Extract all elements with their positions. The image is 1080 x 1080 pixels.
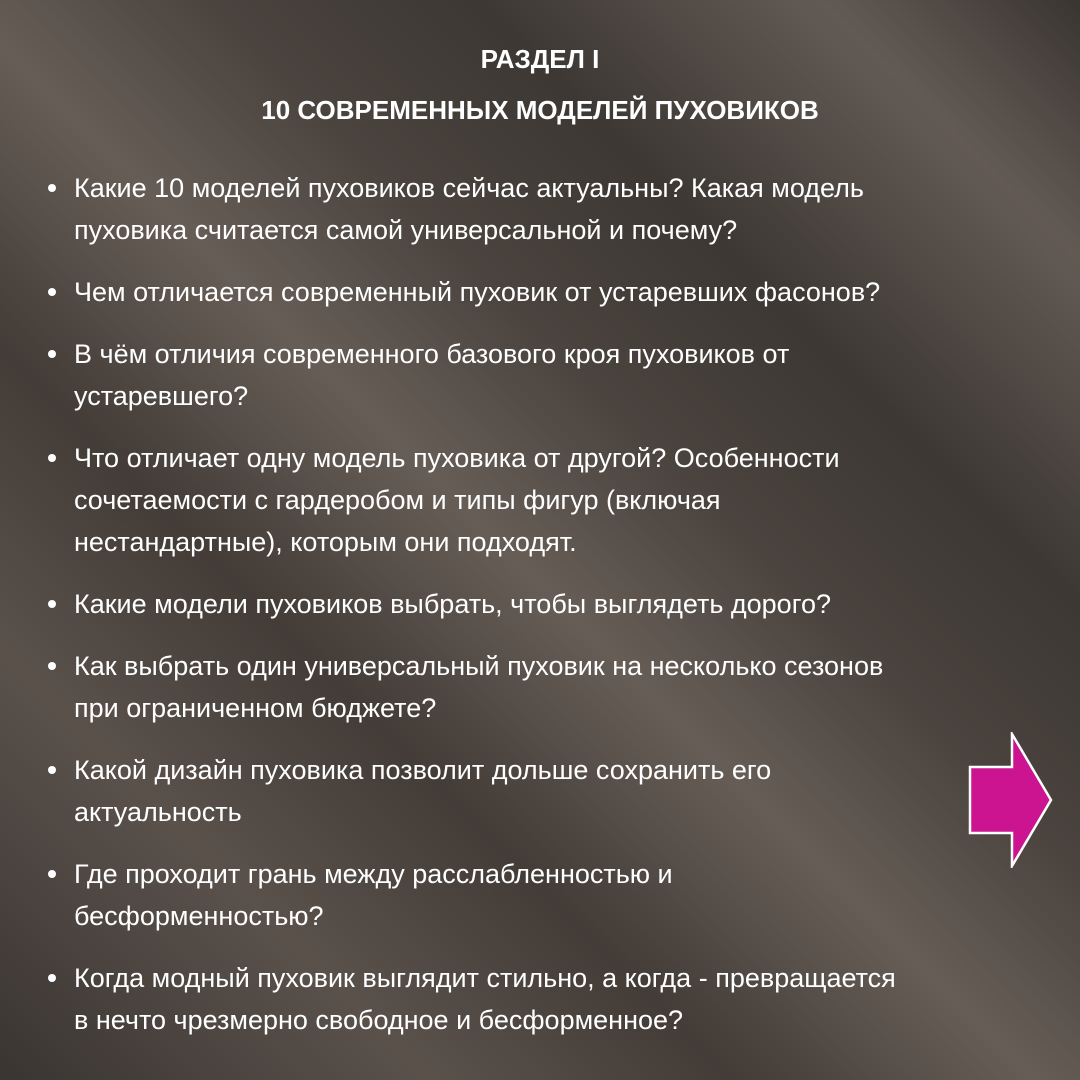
item-text-line: пуховика считается самой универсальной и почему? (74, 215, 738, 245)
bullet-icon (48, 974, 56, 982)
list-item (46, 437, 896, 563)
list-item (46, 853, 896, 937)
item-text-line: Где проходит грань между расслабленностью и (74, 859, 673, 889)
list-item (46, 271, 896, 313)
item-text-line: актуальность (74, 797, 242, 827)
item-text-line: нестандартные), которым они подходят. (74, 527, 577, 557)
item-text-line: Какой дизайн пуховика позволит дольше сохранить его (74, 755, 772, 785)
item-text-line: Что отличает одну модель пуховика от другой? Особенности (74, 443, 840, 473)
section-label: РАЗДЕЛ I (480, 44, 600, 74)
bullet-icon (48, 766, 56, 774)
bullet-icon (48, 454, 56, 462)
bullet-icon (48, 600, 56, 608)
bullet-icon (48, 870, 56, 878)
question-list (46, 167, 896, 1061)
bullet-icon (48, 662, 56, 670)
item-text-line: Когда модный пуховик выглядит стильно, а когда - превращается (74, 963, 896, 993)
list-item (46, 167, 896, 251)
page-title: 10 СОВРЕМЕННЫХ МОДЕЛЕЙ ПУХОВИКОВ (261, 95, 819, 125)
arrow-right-icon[interactable] (968, 732, 1054, 868)
item-text-line: бесформенностью? (74, 901, 324, 931)
bullet-icon (48, 350, 56, 358)
item-text-line: при ограниченном бюджете? (74, 693, 437, 723)
list-item (46, 583, 896, 625)
list-item (46, 957, 896, 1041)
item-text-line: В чём отличия современного базового кроя пуховиков от (74, 339, 790, 369)
bullet-icon (48, 184, 56, 192)
item-text-line: Какие модели пуховиков выбрать, чтобы выглядеть дорого? (74, 589, 831, 619)
bullet-icon (48, 288, 56, 296)
item-text-line: в нечто чрезмерно свободное и бесформенное? (74, 1005, 684, 1035)
item-text-line: Какие 10 моделей пуховиков сейчас актуальны? Какая модель (74, 173, 864, 203)
item-text-line: сочетаемости с гардеробом и типы фигур (включая (74, 485, 721, 515)
list-item (46, 749, 896, 833)
list-item (46, 333, 896, 417)
list-item (46, 645, 896, 729)
item-text-line: Чем отличается современный пуховик от устаревших фасонов? (74, 277, 881, 307)
item-text-line: Как выбрать один универсальный пуховик на несколько сезонов (74, 651, 884, 681)
item-text-line: устаревшего? (74, 381, 249, 411)
